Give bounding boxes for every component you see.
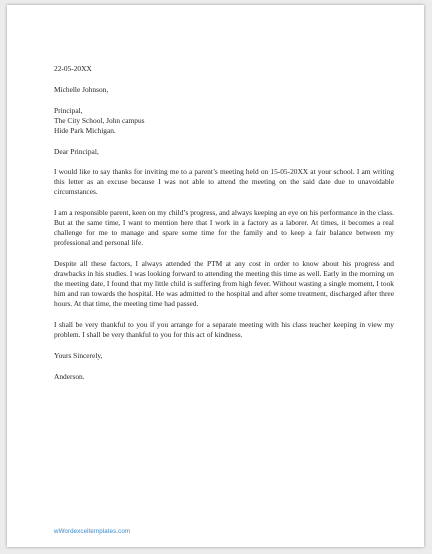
letter-date: 22-05-20XX — [54, 64, 92, 73]
recipient-school: The City School, John campus — [54, 116, 145, 125]
body-paragraph-2: I am a responsible parent, keen on my child’s progress, and always keeping an eye on his performance in the class. But at the same time, I want to mention here that I work in a factory as a laborer. At times, it becomes a real challenge for me to manage and spare some time for the family and to keep a fair balance between my professional and personal life. — [54, 208, 394, 247]
letter-page — [7, 5, 424, 547]
recipient-title: Principal, — [54, 106, 83, 115]
signature: Anderson. — [54, 372, 85, 381]
salutation: Dear Principal, — [54, 147, 99, 156]
recipient-name: Michelle Johnson, — [54, 85, 109, 94]
closing: Yours Sincerely, — [54, 351, 103, 360]
recipient-location: Hide Park Michigan. — [54, 126, 116, 135]
body-paragraph-1: I would like to say thanks for inviting me to a parent’s meeting held on 15-05-20XX at your school. I am writing this letter as an excuse because I was not able to attend the meeting on the said date due to unavoidable circumstances. — [54, 167, 394, 196]
body-paragraph-4: I shall be very thankful to you if you arrange for a separate meeting with his class teacher keeping in view my problem. I shall be very thankful to you for this act of kindness. — [54, 320, 394, 339]
footer-website-link[interactable]: wWordexceltemplates.com — [54, 528, 131, 535]
body-paragraph-3: Despite all these factors, I always attended the PTM at any cost in order to know about his progress and drawbacks in his studies. I was looking forward to attending the meeting this time as well. Early in the morning on the meeting date, I found that my little child is suffering from high fever. Without wasting a single moment, I took him and ran towards the hospital. He was admitted to the hospital and after some treatment, discharged after three hours. At that time, the meeting time had passed. — [54, 259, 394, 308]
